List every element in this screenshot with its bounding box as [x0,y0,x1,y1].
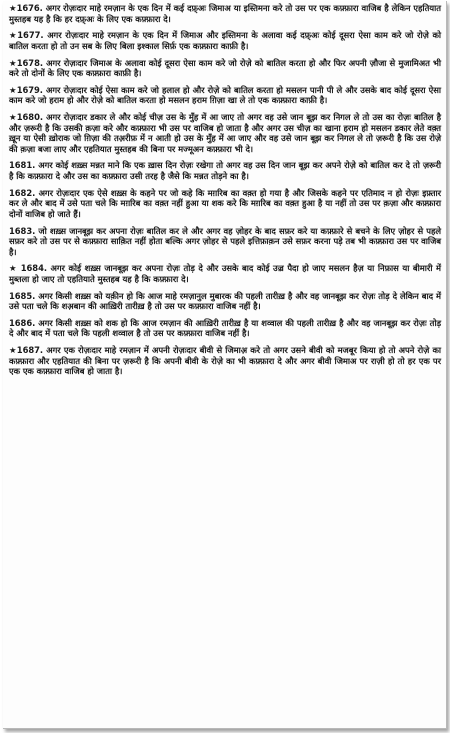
paragraph-1677: ★1677. अगर रोज़ःदार माहे रमज़ान के एक दिन में जिमाअ और इस्तिमना के अलावा कई दफ़्अः कोई दूसरा ऐसा काम करे जो रोज़े को बातिल करता हो तो उन सब के लिए बिला इश्काल सिर्फ़ एक कफ़्फ़ारा काफ़ी है। [9,30,441,51]
paragraph-1679: ★1679. अगर रोज़ःदार कोई ऐसा काम करे जो हलाल हो और रोज़े को बातिल करता हो मसलन पानी पी ले और उसके बाद कोई दूसरा ऐसा काम करे जो हराम हो और रोज़े को बातिल करता हो मसलन हराम ग़िज़ा खा ले तो एक कफ़्फ़ारा काफ़ी है। [9,84,441,106]
paragraph-1681: 1681. अगर कोई शख़्स मन्नत माने कि एक ख़ास दिन रोज़ः रखेगा तो अगर वह उस दिन जान बूझ कर अपने रोज़े को बातिल कर दे तो ज़रूरी है कि कफ़्फ़ारा दे और उस का कफ़्फ़ारा उसी तरह है जैसे कि मन्नत तोड़ने का है। [9,160,441,181]
paragraph-1685: 1685. अगर किसी शख़्स को यक़ीन हो कि आज माहे रमज़ानुल मुबारक की पहली तारीख़ है और वह जानबूझ कर रोज़ः तोड़ दे लेकिन बाद में उसे पता चले कि शअ़बान की आख़िरी तारीख़ है तो उस पर कफ़्फ़ारा वाजिब नहीं है। [9,290,441,312]
page-frame [3,1,447,729]
document-page [3,1,446,377]
paragraph-1683: 1683. जो शख़्स जानबूझ कर अपना रोज़ः बातिल कर ले और अगर वह ज़ोहर के बाद सफ़र करे या कफ़्फ़ारे से बचने के लिए ज़ोहर से पहले सफ़र करे तो उस पर से कफ़्फ़ारा साक़ित नहीं होता बल्कि अगर ज़ोहर से पहले इत्तिफ़ाक़न उसे सफ़र करना पड़े तब भी कफ़्फ़ारा उस पर वाजिब है। [9,225,441,257]
paragraph-1682: 1682. अगर रोज़ःदार एक ऐसे शख़्स के कहने पर जो कहे कि मग़रिब का वक़्त हो गया है और जिसके कहने पर एतिमाद न हो रोज़ः इफ़्तार कर ले और बाद में उसे पता चले कि मग़रिब का वक़्त नहीं हुआ या शक करे कि मग़रिब का वक़्त हुआ है या नहीं तो उस पर क़ज़ा और कफ़्फ़ारा दोनों वाजिब हो जाते हैं। [9,187,441,219]
paragraph-1686: 1686. अगर किसी शख़्स को शक हो कि आज रमज़ान की आख़िरी तारीख़ है या शव्वाल की पहली तारीख़ है और वह जानबूझ कर रोज़ः तोड़ दे और बाद में पता चले कि पहली शव्वाल है तो उस पर कफ़्फ़ारा वाजिब नहीं है। [9,317,441,339]
paragraph-1678: ★1678. अगर रोज़ःदार जिमाअ के अलावा कोई दूसरा ऐसा काम करे जो रोज़े को बातिल करता हो और फिर अपनी ज़ौजा से मुजामिअत भी करे तो दोनों के लिए एक कफ़्फ़ारा काफ़ी है। [9,57,441,79]
paragraph-1676: ★1676. अगर रोज़ःदार माहे रमज़ान के एक दिन में कई दफ़्अः जिमाअ या इस्तिमना करे तो उस पर एक कफ़्फ़ारा वाजिब है लेकिन एहतियात मुस्तहब यह है कि हर दफ़्अः के लिए एक कफ़्फ़ारा दे। [9,3,441,24]
paragraph-1680: ★1680. अगर रोज़ःदार डकार ले और कोई चीज़ उस के मुँह में आ जाए तो अगर वह उसे जान बूझ कर निगल ले तो उस का रोज़ः बातिल है और ज़रूरी है कि उसकी क़ज़ा करे और कफ़्फ़ारा भी उस पर वाजिब हो जाता है और अगर उस चीज़ का खाना हराम हो मसलन डकार लेते वक़्त ख़ून या ऐसी ख़ोराक जो ग़िज़ा की तअ़रीफ़ में न आती हो उस के मुँह में आ जाए और वह उसे जान बूझ कर निगल ले तो ज़रूरी है कि उस रोज़े की क़ज़ा बजा लाए और एहतियात मुस्तहब की बिना पर मज्मूअन कफ़्फ़ारा भी दे। [9,112,441,154]
paragraph-1684: ★ 1684. अगर कोई शख़्स जानबूझ कर अपना रोज़ः तोड़ दे और उसके बाद कोई उज़्र पैदा हो जाए मसलन हैज़ या निफ़ास या बीमारी में मुब्तला हो जाए तो एहतियाते मुस्तहब यह है कि कफ़्फ़ारा दे। [9,263,441,284]
paragraph-1687: ★1687. अगर एक रोज़ःदार माहे रमज़ान में अपनी रोज़ःदार बीवी से जिमाअ़ करे तो अगर उसने बीवी को मजबूर किया हो तो अपने रोज़े का कफ़्फ़ारा और एहतियात की बिना पर ज़रूरी है कि अपनी बीवी के रोज़े का भी कफ़्फ़ारा दे और अगर बीवी जिमाअ पर राज़ी हो तो हर एक पर एक एक कफ़्फ़ारा वाजिब हो जाता है। [9,345,441,377]
